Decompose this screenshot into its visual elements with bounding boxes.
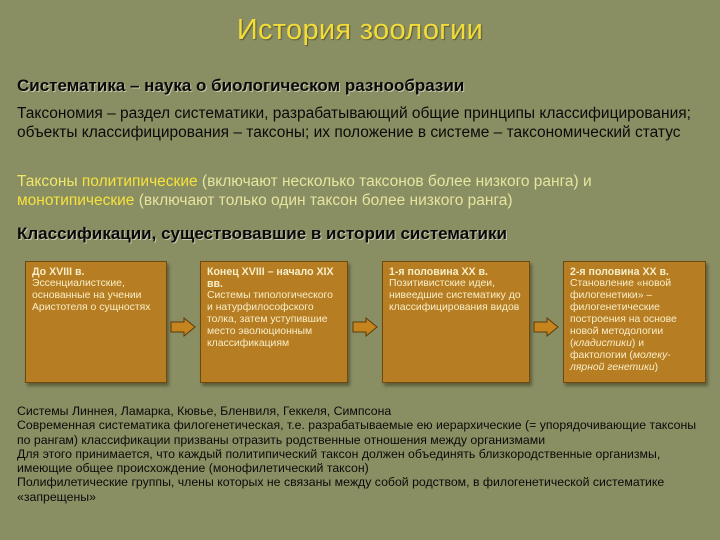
heading-systematics: Систематика – наука о биологическом разнообразии [17, 76, 465, 95]
arrow-right-icon [170, 317, 196, 337]
period-box-header: Конец XVIII – начало XIX вв. [207, 266, 334, 290]
box-text: ) и фактологии ( [570, 338, 645, 361]
arrow-right-icon [533, 317, 559, 337]
taxa-text-3: (включают только один таксон более низкого ранга) [134, 192, 513, 209]
period-box-18th-19th [200, 261, 348, 383]
period-box-20th-second-half [563, 261, 706, 383]
period-box-body: Эссенциалистские, основанные на учении Аристотеля о сущностях [32, 278, 151, 313]
paragraph-taxonomy: Таксономия – раздел систематики, разрабатывающий общие принципы классифицирования; объекты классифицирования – таксоны; их положение в системе – таксономический статус [17, 105, 691, 141]
period-box-header: До XVIII в. [32, 266, 85, 278]
period-box-header: 2-я половина XX в. [570, 266, 670, 278]
term-polytypic: политипические [81, 173, 198, 190]
period-box-pre-18th [25, 261, 167, 383]
bottom-line: Современная систематика филогенетическая, т.е. разрабатываемые ею иерархические (= упорядочивающие таксоны по рангам) классификации призваны отразить родственные отношения между организмами [17, 418, 697, 447]
bottom-line: Системы Линнея, Ламарка, Кювье, Бленвиля, Геккеля, Симпсона [17, 404, 392, 418]
box-text: ) [654, 362, 659, 373]
bottom-line: Полифилетические группы, члены которых не связаны между собой родством, в филогенетической систематике «запрещены» [17, 475, 665, 504]
slide-title: История зоологии [236, 14, 484, 46]
period-box-body: Позитивистские идеи, нивеедшие систематику до классифицирования видов [389, 278, 521, 313]
period-box-body: Системы типологического и натурфилософского толка, затем уступившие место эволюционным классификациям [207, 290, 333, 349]
taxa-text-2: (включают несколько таксонов более низкого ранга) и [197, 173, 592, 190]
taxa-text-1: Таксоны [17, 173, 82, 190]
bottom-line: Для этого принимается, что каждый политипический таксон должен объединять близкородственные организмы, имеющие общее происхождение (монофилетический таксон) [17, 446, 661, 476]
paragraph-taxa [17, 172, 707, 210]
box-text: Становление «новой филогенетики» – филогенетические построения на основе новой методологии ( [570, 278, 677, 349]
arrow-right-icon [352, 317, 378, 337]
heading-classifications: Классификации, существовавшие в истории систематики [17, 224, 507, 243]
period-box-header: 1-я половина XX в. [389, 266, 489, 278]
term-molecular-genetics: молеку-лярной генетики [570, 350, 671, 373]
term-monotypic: монотипические [17, 192, 135, 209]
period-box-20th-first-half [382, 261, 530, 383]
period-box-body [570, 278, 699, 374]
bottom-text [17, 404, 707, 504]
term-cladistics: кладистики [573, 338, 632, 349]
